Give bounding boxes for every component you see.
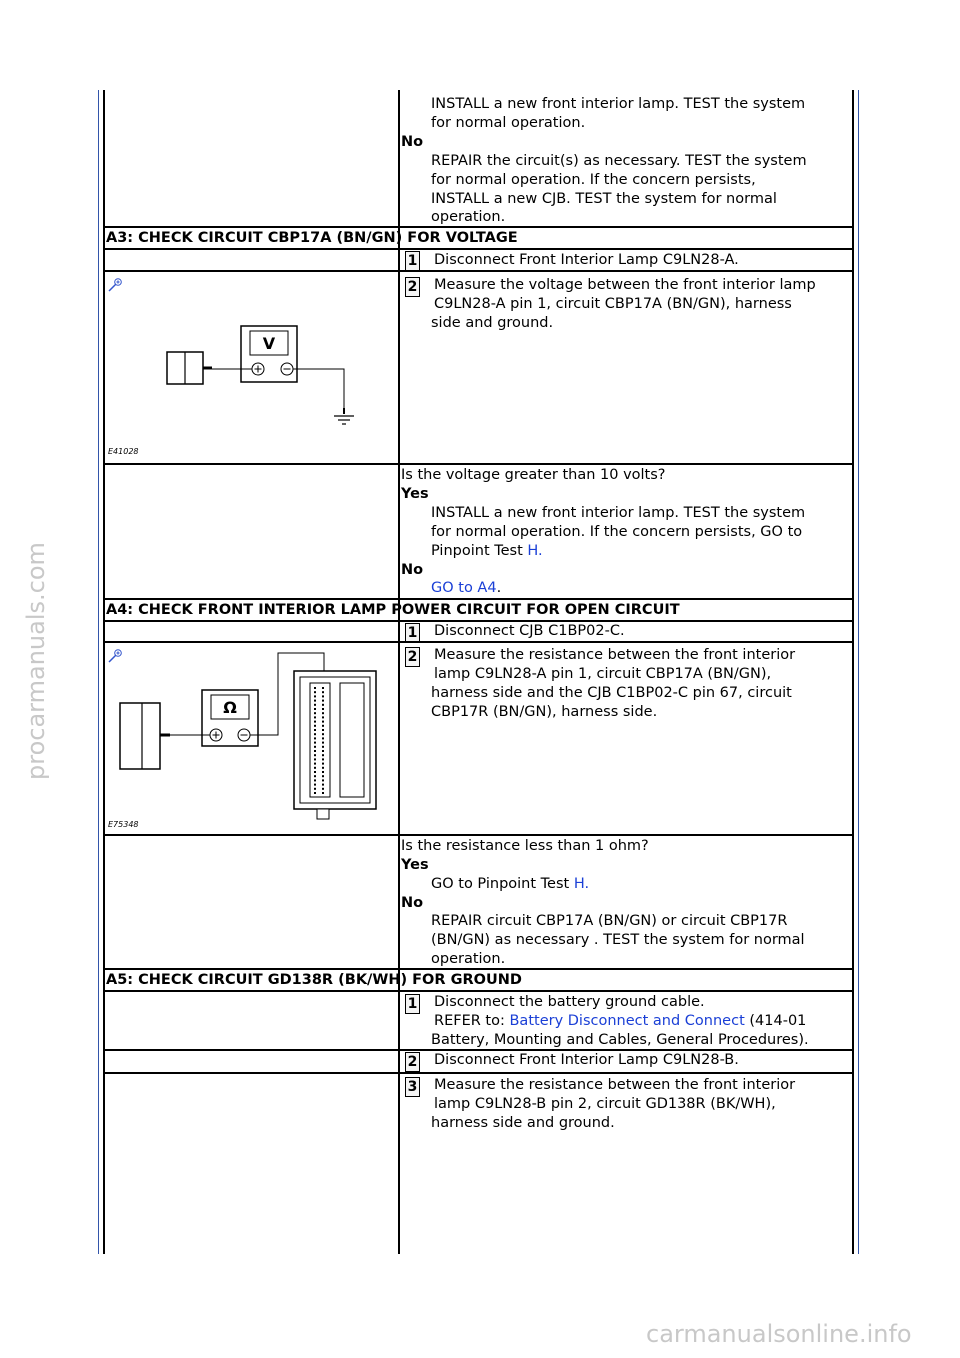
watermark-side: procarmanuals.com	[22, 542, 50, 780]
connector-pin	[314, 779, 316, 781]
yes-label: Yes	[401, 857, 429, 873]
left-border-outer	[98, 90, 99, 1254]
connector-pin	[322, 750, 324, 752]
connector-pin	[322, 763, 324, 765]
connector-pin	[322, 712, 324, 714]
connector-pin	[314, 750, 316, 752]
connector-pin	[322, 687, 324, 689]
step-text: Disconnect CJB C1BP02-C.	[434, 623, 625, 639]
connector-pin	[314, 763, 316, 765]
step-text: Disconnect the battery ground cable.	[434, 994, 705, 1010]
connector-pin	[314, 704, 316, 706]
step-text: harness side and ground.	[431, 1115, 615, 1131]
connector-pin	[322, 716, 324, 718]
yes-text: for normal operation. If the concern persists, GO to	[431, 524, 803, 540]
connector-pin	[314, 771, 316, 773]
connector-pin	[322, 771, 324, 773]
step-text: side and ground.	[431, 315, 554, 331]
pinpoint-test-h-link[interactable]: H.	[527, 543, 543, 559]
connector-pin	[322, 700, 324, 702]
connector-pin	[322, 708, 324, 710]
step-text: Disconnect Front Interior Lamp C9LN28-A.	[434, 252, 739, 268]
yes-text: INSTALL a new front interior lamp. TEST the system	[431, 96, 806, 112]
connector-pin	[322, 746, 324, 748]
connector-pin	[314, 700, 316, 702]
connector-pin	[314, 742, 316, 744]
no-text: for normal operation. If the concern persists,	[431, 172, 756, 188]
no-text: operation.	[431, 209, 506, 225]
meter-symbol: Ω	[223, 698, 237, 717]
step-text: lamp C9LN28-A pin 1, circuit CBP17A (BN/GN),	[434, 666, 772, 682]
connector-pin	[314, 733, 316, 735]
connector-pin	[314, 708, 316, 710]
step-number: 2	[405, 647, 420, 667]
watermark-bottom: carmanualsonline.info	[646, 1320, 912, 1348]
connector-pin	[322, 704, 324, 706]
step-text: Battery, Mounting and Cables, General Procedures).	[431, 1032, 809, 1048]
step-text: CBP17R (BN/GN), harness side.	[431, 704, 658, 720]
connector-pin	[314, 716, 316, 718]
step-number: 3	[405, 1077, 420, 1097]
connector-pin	[322, 737, 324, 739]
step-number: 2	[405, 277, 420, 297]
connector-pin	[322, 754, 324, 756]
right-border	[852, 90, 854, 1254]
no-label: No	[401, 134, 424, 150]
no-text: GO to A4.	[431, 580, 502, 596]
right-border-outer	[858, 90, 859, 1254]
connector-pin	[322, 788, 324, 790]
figure-id: E75348	[108, 820, 139, 829]
voltage-measurement-diagram	[104, 272, 398, 464]
connector-pin	[314, 767, 316, 769]
row-divider	[104, 1072, 852, 1074]
connector-pin	[322, 775, 324, 777]
row-divider	[104, 463, 852, 465]
connector-pin	[314, 746, 316, 748]
connector-pin	[314, 788, 316, 790]
step-text: Measure the resistance between the front interior	[434, 1077, 796, 1093]
yes-text: INSTALL a new front interior lamp. TEST the system	[431, 505, 806, 521]
step-text: harness side and the CJB C1BP02-C pin 67, circuit	[431, 685, 792, 701]
connector-pin	[314, 784, 316, 786]
connector-pin	[322, 695, 324, 697]
connector-pin	[314, 737, 316, 739]
connector-pin	[322, 767, 324, 769]
row-divider	[104, 834, 852, 836]
yes-text: Pinpoint Test H.	[431, 543, 543, 559]
connector-pin	[314, 691, 316, 693]
connector-pin	[322, 733, 324, 735]
section-header-a3: A3: CHECK CIRCUIT CBP17A (BN/GN) FOR VOLTAGE	[104, 226, 852, 250]
resistance-measurement-diagram	[104, 643, 398, 835]
connector-pin	[314, 729, 316, 731]
connector-pin	[314, 725, 316, 727]
no-label: No	[401, 562, 424, 578]
battery-disconnect-link[interactable]: Battery Disconnect and Connect	[509, 1013, 745, 1029]
step-number: 1	[405, 994, 420, 1014]
connector-pin	[322, 784, 324, 786]
connector-pin	[314, 792, 316, 794]
meter-symbol: V	[262, 334, 276, 353]
connector-pin	[314, 775, 316, 777]
no-text: REPAIR the circuit(s) as necessary. TEST the system	[431, 153, 807, 169]
connector-pin	[322, 721, 324, 723]
yes-label: Yes	[401, 486, 429, 502]
connector-pin	[322, 792, 324, 794]
connector-pin	[322, 779, 324, 781]
step-text: Disconnect Front Interior Lamp C9LN28-B.	[434, 1052, 739, 1068]
step-text: Measure the resistance between the front interior	[434, 647, 796, 663]
connector-pin	[314, 712, 316, 714]
step-number: 2	[405, 1052, 420, 1072]
connector-pin	[322, 725, 324, 727]
no-label: No	[401, 895, 424, 911]
go-to-a4-link[interactable]: GO to A4	[431, 580, 497, 596]
connector-pin	[314, 721, 316, 723]
step-text: lamp C9LN28-B pin 2, circuit GD138R (BK/WH),	[434, 1096, 776, 1112]
step-number: 1	[405, 251, 420, 271]
no-text: operation.	[431, 951, 506, 967]
connector-pin	[314, 754, 316, 756]
question: Is the resistance less than 1 ohm?	[401, 838, 649, 854]
figure-id: E41028	[108, 447, 139, 456]
step-text: C9LN28-A pin 1, circuit CBP17A (BN/GN), harness	[434, 296, 792, 312]
connector-pin	[322, 758, 324, 760]
pinpoint-test-h-link[interactable]: H.	[573, 876, 590, 892]
question: Is the voltage greater than 10 volts?	[401, 467, 666, 483]
connector-pin	[314, 687, 316, 689]
no-text: REPAIR circuit CBP17A (BN/GN) or circuit CBP17R	[431, 913, 788, 929]
step-text: REFER to: Battery Disconnect and Connect (414-01	[434, 1013, 807, 1029]
section-header-a4: A4: CHECK FRONT INTERIOR LAMP POWER CIRCUIT FOR OPEN CIRCUIT	[104, 598, 852, 622]
no-text: (BN/GN) as necessary . TEST the system for normal	[431, 932, 805, 948]
step-number: 1	[405, 623, 420, 643]
connector-pin	[322, 729, 324, 731]
connector-pin	[314, 758, 316, 760]
section-header-a5: A5: CHECK CIRCUIT GD138R (BK/WH) FOR GROUND	[104, 968, 852, 992]
connector-pin	[322, 742, 324, 744]
yes-text: GO to Pinpoint Test H.	[431, 876, 590, 892]
step-text: Measure the voltage between the front interior lamp	[434, 277, 816, 293]
connector-pin	[322, 691, 324, 693]
no-text: INSTALL a new CJB. TEST the system for normal	[431, 191, 777, 207]
column-divider	[398, 90, 400, 1254]
connector-pin	[314, 695, 316, 697]
yes-text: for normal operation.	[431, 115, 586, 131]
